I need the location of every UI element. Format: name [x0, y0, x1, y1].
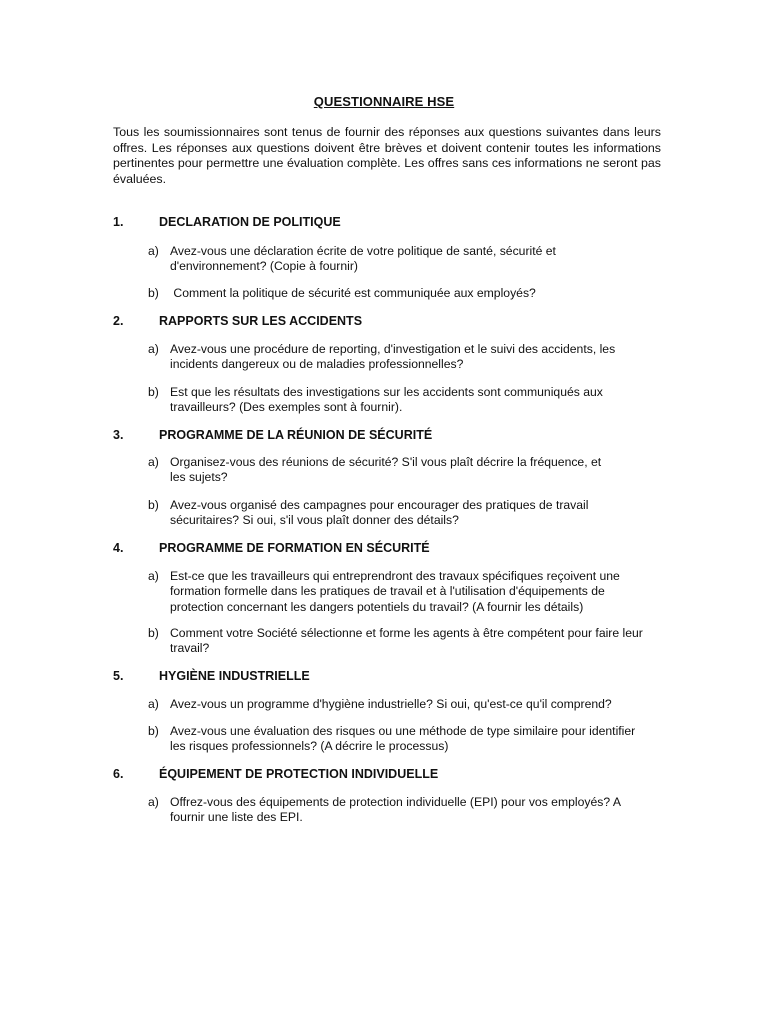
item-letter: a) — [148, 795, 159, 809]
section-heading-6 — [113, 767, 438, 782]
question-item-2b — [148, 385, 638, 416]
section-title: PROGRAMME DE LA RÉUNION DE SÉCURITÉ — [159, 428, 433, 442]
item-letter: a) — [148, 569, 159, 583]
question-item-4a — [148, 569, 643, 615]
section-number: 6. — [113, 767, 124, 781]
item-text: Avez-vous un programme d'hygiène industrielle? Si oui, qu'est-ce qu'il comprend? — [170, 697, 612, 711]
item-letter: a) — [148, 342, 159, 356]
item-text: Avez-vous une évaluation des risques ou une méthode de type similaire pour identifier les risques professionnels? (A décrire le processus) — [170, 724, 636, 754]
section-heading-4 — [113, 541, 430, 556]
item-text: Est-ce que les travailleurs qui entreprendront des travaux spécifiques reçoivent une formation formelle dans les pratiques de travail et à l'utilisation d'équipements de protection concernant les dangers potentiels du travail? (A fournir les détails) — [170, 569, 620, 614]
item-text: Avez-vous organisé des campagnes pour encourager des pratiques de travail sécuritaires? Si oui, s'il vous plaît donner des détails? — [170, 498, 589, 528]
question-item-6a — [148, 795, 633, 826]
question-item-3a — [148, 455, 608, 486]
question-item-5b — [148, 724, 653, 755]
section-title: RAPPORTS SUR LES ACCIDENTS — [159, 314, 363, 328]
section-title: HYGIÈNE INDUSTRIELLE — [159, 669, 310, 683]
item-letter: a) — [148, 697, 159, 711]
item-text: Comment la politique de sécurité est communiquée aux employés? — [170, 286, 536, 300]
question-item-5a — [148, 697, 648, 712]
section-heading-1 — [113, 215, 341, 230]
section-number: 5. — [113, 669, 124, 683]
item-letter: b) — [148, 498, 159, 512]
section-number: 3. — [113, 428, 124, 442]
question-item-4b — [148, 626, 643, 657]
question-item-2a — [148, 342, 638, 373]
item-text: Est que les résultats des investigations sur les accidents sont communiqués aux travailleurs? (Des exemples sont à fournir). — [170, 385, 603, 415]
item-letter: b) — [148, 385, 159, 399]
item-text: Organisez-vous des réunions de sécurité? S'il vous plaît décrire la fréquence, et les sujets? — [170, 455, 602, 485]
question-item-1b — [148, 286, 648, 301]
item-letter: a) — [148, 455, 159, 469]
section-title: ÉQUIPEMENT DE PROTECTION INDIVIDUELLE — [159, 767, 439, 781]
section-heading-2 — [113, 314, 362, 329]
section-title: DECLARATION DE POLITIQUE — [159, 215, 341, 229]
item-letter: b) — [148, 626, 159, 640]
section-number: 1. — [113, 215, 124, 229]
item-letter: b) — [148, 286, 159, 300]
section-number: 2. — [113, 314, 124, 328]
question-item-1a — [148, 244, 578, 275]
page-title: QUESTIONNAIRE HSE — [313, 94, 455, 109]
intro-paragraph: Tous les soumissionnaires sont tenus de fournir des réponses aux questions suivantes dans leurs offres. Les réponses aux questions doivent être brèves et doivent contenir toutes les informations pertinentes pour permettre une évaluation complète. Les offres sans ces informations ne seront pas évaluées. — [113, 125, 661, 186]
item-letter: a) — [148, 244, 159, 258]
section-number: 4. — [113, 541, 124, 555]
section-heading-5 — [113, 669, 310, 684]
section-title: PROGRAMME DE FORMATION EN SÉCURITÉ — [159, 541, 430, 555]
item-letter: b) — [148, 724, 159, 738]
section-heading-3 — [113, 428, 432, 443]
item-text: Offrez-vous des équipements de protection individuelle (EPI) pour vos employés? A fournir une liste des EPI. — [170, 795, 621, 825]
item-text: Avez-vous une déclaration écrite de votre politique de santé, sécurité et d'environnement? (Copie à fournir) — [170, 244, 556, 274]
question-item-3b — [148, 498, 608, 529]
item-text: Avez-vous une procédure de reporting, d'investigation et le suivi des accidents, les incidents dangereux ou de maladies professionnelles? — [170, 342, 616, 372]
item-text: Comment votre Société sélectionne et forme les agents à être compétent pour faire leur travail? — [170, 626, 643, 656]
